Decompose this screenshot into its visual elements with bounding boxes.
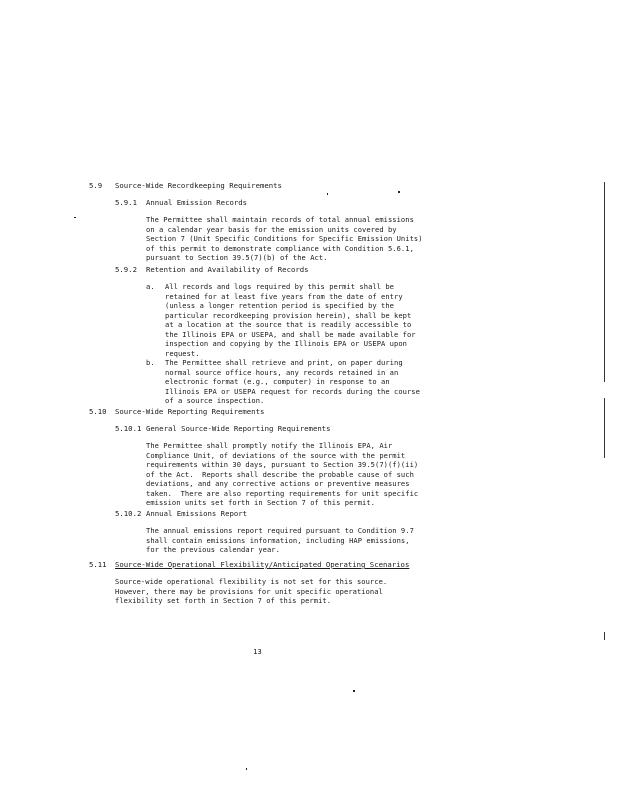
subsection-5-9-1-title: Annual Emission Records: [146, 198, 248, 207]
body-line: particular recordkeeping provision herein), shall be kept: [165, 310, 412, 320]
body-line: request.: [165, 348, 200, 358]
body-line: for the previous calendar year.: [146, 545, 280, 554]
body-line: taken. There are also reporting requirements for unit specific: [146, 488, 419, 498]
body-line: Illinois EPA or USEPA request for records during the course: [165, 386, 420, 396]
body-line: Section 7 (Unit Specific Conditions for Specific Emission Units): [146, 234, 423, 243]
body-line: flexibility set forth in Section 7 of this permit.: [115, 596, 332, 605]
subsection-5-9-2-number: 5.9.2: [115, 265, 137, 274]
scan-speck: [353, 690, 355, 692]
page-number: 13: [253, 647, 262, 656]
body-line: at a location at the source that is readily accessible to: [165, 320, 412, 329]
body-line: shall contain emissions information, including HAP emissions,: [146, 535, 410, 545]
section-5-9-number: 5.9: [89, 181, 103, 190]
section-5-11-number: 5.11: [89, 560, 107, 569]
section-5-10-number: 5.10: [89, 407, 107, 416]
scan-speck: [327, 193, 328, 195]
body-line: of the Act. Reports shall describe the probable cause of such: [146, 469, 414, 479]
section-5-9-title: Source-Wide Recordkeeping Requirements: [115, 181, 282, 190]
item-b-marker: b.: [146, 358, 155, 367]
body-line: retained for at least five years from the date of entry: [165, 291, 403, 301]
body-line: The Permittee shall promptly notify the Illinois EPA, Air: [146, 441, 393, 450]
body-line: of a source inspection.: [165, 396, 265, 405]
body-line: inspection and copying by the Illinois EPA or USEPA upon: [165, 339, 407, 348]
subsection-5-10-1-title: General Source-Wide Reporting Requirements: [146, 424, 331, 433]
body-line: Compliance Unit, of deviations of the source with the permit: [146, 450, 406, 460]
body-line: pursuant to Section 39.5(7)(b) of the Act.: [146, 253, 328, 262]
body-line: emission units set forth in Section 7 of this permit.: [146, 498, 376, 507]
body-line: the Illinois EPA or USEPA, and shall be made available for: [165, 329, 416, 339]
body-line: The Permittee shall maintain records of total annual emissions: [146, 215, 414, 224]
body-line: All records and logs required by this permit shall be: [165, 282, 395, 291]
body-line: (unless a longer retention period is specified by the: [165, 301, 395, 310]
body-line: The annual emissions report required pursuant to Condition 9.7: [146, 526, 414, 535]
body-line: Source-wide operational flexibility is not set for this source.: [115, 577, 388, 586]
scan-edge-mark: [604, 632, 605, 640]
body-line: of this permit to demonstrate compliance with Condition 5.6.1,: [146, 243, 414, 253]
body-line: The Permittee shall retrieve and print, on paper during: [165, 358, 403, 367]
scan-speck: [398, 191, 400, 193]
subsection-5-10-2-number: 5.10.2: [115, 509, 142, 518]
body-line: requirements within 30 days, pursuant to Section 39.5(7)(f)(ii): [146, 460, 419, 469]
body-line: normal source office hours, any records retained in an: [165, 367, 399, 377]
subsection-5-10-2-title: Annual Emissions Report: [146, 509, 248, 518]
body-line: on a calendar year basis for the emission units covered by: [146, 224, 397, 234]
body-line: electronic format (e.g., computer) in response to an: [165, 377, 390, 386]
subsection-5-10-1-number: 5.10.1: [115, 424, 142, 433]
item-a-marker: a.: [146, 282, 155, 291]
subsection-5-9-2-title: Retention and Availability of Records: [146, 265, 309, 274]
scan-speck: [74, 217, 76, 218]
section-5-11-title: Source-Wide Operational Flexibility/Anticipated Operating Scenarios: [115, 560, 410, 569]
subsection-5-9-1-number: 5.9.1: [115, 198, 137, 207]
body-line: However, there may be provisions for unit specific operational: [115, 586, 383, 596]
scan-edge-mark: [604, 398, 605, 458]
body-line: deviations, and any corrective actions or preventive measures: [146, 479, 410, 488]
scan-edge-mark: [604, 182, 605, 382]
scan-speck: [246, 768, 247, 770]
section-5-10-title: Source-Wide Reporting Requirements: [115, 407, 265, 416]
